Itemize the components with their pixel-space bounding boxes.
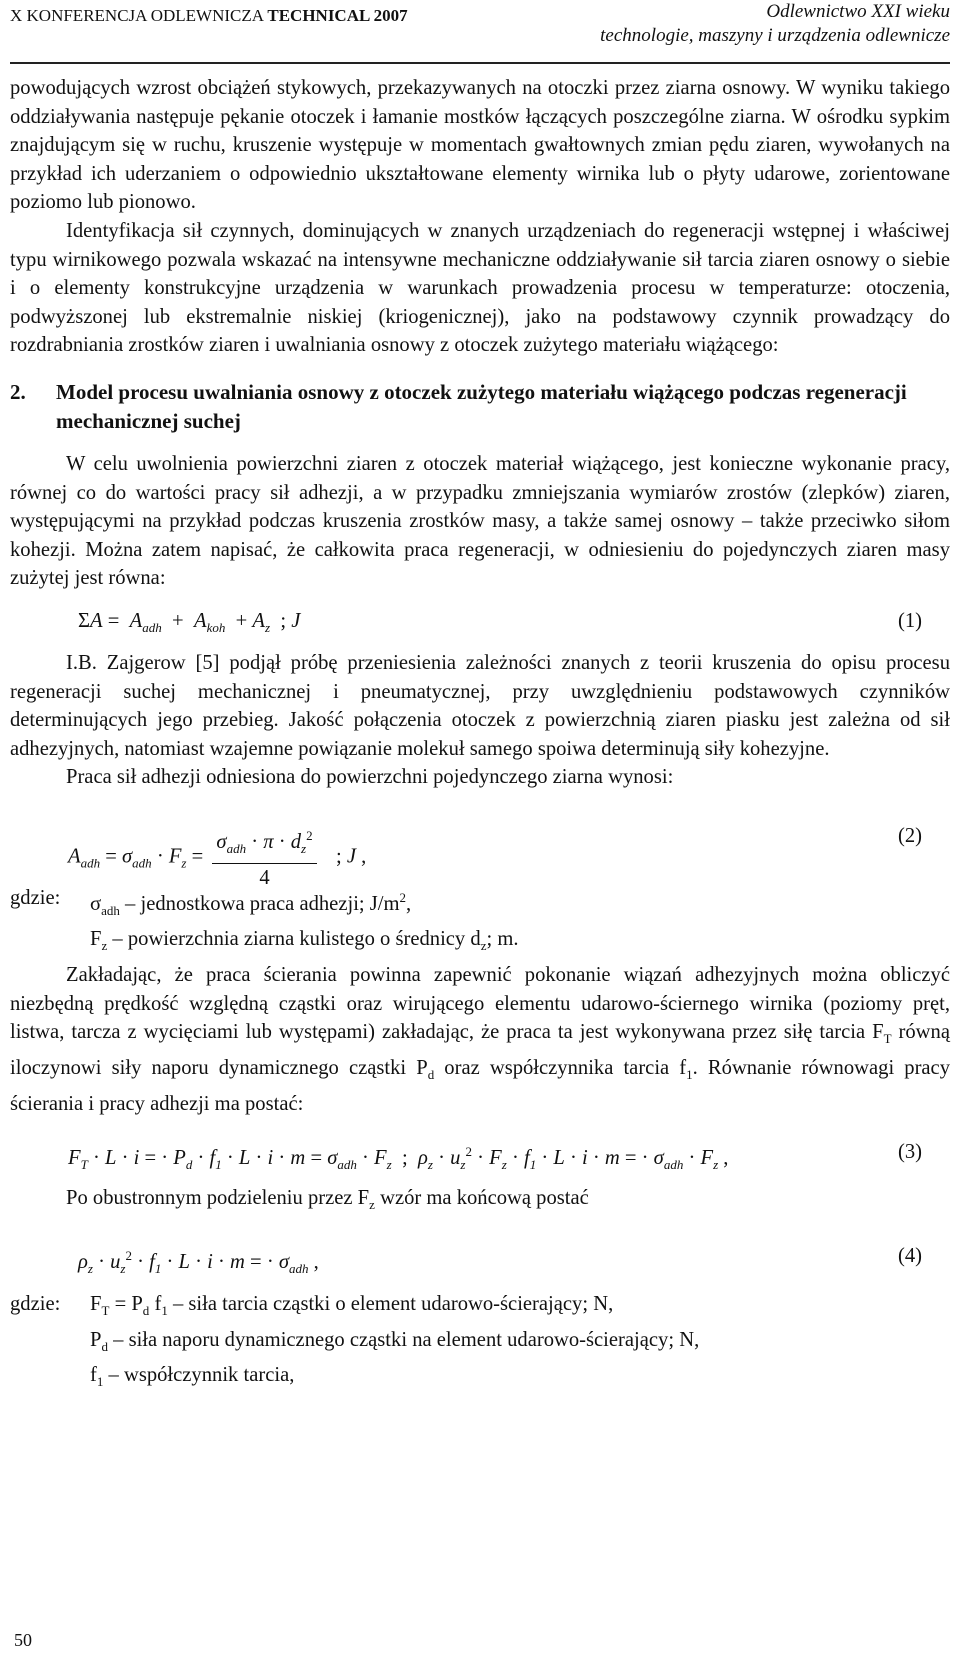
paragraph-6: Zakładając, że praca ścierania powinna zapewnić pokonanie wiązań adhezyjnych można obliczyć niezbędną prędkość względną cząstki oraz wirującego elementu udarowo-ściernego wirnika (poziomy pręt, listwa, tarcza z wycięciami lub występami) zakładając, że praca ta jest wykonywana przez siłę tarcia $F_T$ równą iloczynowi siły naporu dynamicznego cząstki $P_d$ oraz współczynnika tarcia $f_1$. Równanie równowagi pracy ścierania i pracy adhezji ma postać: — [10, 964, 950, 1115]
equation-4: $\rho_z \cdot u_z^2 \cdot f_1 \cdot L \cdot i \cdot m$ = · $\sigma_{adh}$ , (4) — [78, 1245, 922, 1276]
page-number: 50 — [14, 1630, 32, 1650]
conference-title: X KONFERENCJA ODLEWNICZA TECHNICAL 2007 — [10, 6, 408, 25]
paragraph-7: Po obustronnym podzieleniu przez $F_z$ wzór ma końcową postać — [66, 1187, 589, 1213]
page-body — [10, 74, 950, 1397]
definitions-2: gdzie: $F_T = P_d$ $f_1$ – siła tarcia cząstki o element udarowo-ścierający; N, $P_d$ – siła naporu dynamicznego cząstki na element udarowo-ścierający; N, $f_1$ – współczynnik tarcia, — [10, 1293, 700, 1390]
paragraph-3: W celu uwolnienia powierzchni ziaren z otoczek materiał wiążącego, jest konieczne wykonanie pracy, równej co do wartości pracy sił adhezji, a w przypadku zmniejszania wymiarów zrostów (zlepków) ziaren, występującymi na przykład podczas kruszenia zrostków masy, a także samej osnowy – także przeciwko siłom kohezji. Można zatem napisać, że całkowita praca regeneracji, w odniesieniu do pojedynczych ziaren masy zużytej jest równa: — [10, 452, 950, 590]
equation-3: $F_T \cdot L \cdot i$ = · $P_d \cdot f_1 \cdot L \cdot i \cdot m = \sigma_{adh} \cdot F_z$ ; $\rho_z \cdot u_z^2 \cdot F_z \cdot f_1 \cdot L \cdot i \cdot m$ = · $\sigma_{adh} \cdot F_z$ , (3) — [68, 1141, 922, 1173]
definitions-1: gdzie: $\sigma_{adh}$ – jednostkowa praca adhezji; $J/m^2$, $F_z$ – powierzchnia ziarna kulistego o średnicy $d_z$; m. — [10, 886, 519, 954]
journal-title: Odlewnictwo XXI wieku technologie, maszyny i urządzenia odlewnicze — [600, 1, 950, 46]
paragraph-5: Praca sił adhezji odniesiona do powierzchni pojedynczego ziarna wynosi: — [66, 766, 674, 789]
section-heading: 2. Model procesu uwalniania osnowy z otoczek zużytego materiału wiążącego podczas regeneracji mechanicznej suchej — [10, 379, 907, 433]
equation-1: $\Sigma A = A_{adh} + A_{koh} + A_z$ ; J (1) — [78, 609, 922, 636]
page-header — [0, 0, 960, 66]
paragraph-2: Identyfikacja sił czynnych, dominujących w znanych urządzeniach do regeneracji wstępnej i właściwej typu wirnikowego pozwala wskazać na intensywne mechaniczne oddziaływanie sił tarcia ziaren osnowy o siebie i o elementy konstrukcyjne urządzenia w warunkach prowadzenia procesu w temperaturze: otoczenia, podwyższonej lub ekstremalnie niskiej (kriogenicznej), jako na podstawowy czynnik prowadzący do rozdrabniania zrostków ziaren i uwalniania osnowy z otoczek zużytego materiału wiążącego: — [10, 219, 950, 357]
paragraph-4: I.B. Zajgerow [5] podjął próbę przeniesienia zależności znanych z teorii kruszenia do opisu procesu regeneracji suchej mechanicznej i pneumatycznej, przy uwzględnieniu podstawowych czynników determinujących jego przebieg. Jakość połączenia otoczek z powierzchnią ziaren piasku jest zależna od sił adhezyjnych, natomiast wzajemne powiązanie molekuł samego spoiwa determinują siły kohezyjne. — [10, 651, 950, 760]
equation-2: $A_{adh} = \sigma_{adh} \cdot F_z$ = $\frac{\sigma_{adh} \cdot \pi \cdot d_z^2}{4}$ ; J , (2) — [10, 798, 950, 878]
header-rule — [10, 62, 950, 64]
paragraph-1: powodujących wzrost obciążeń stykowych, przekazywanych na otoczki przez ziarna osnowy. W wyniku takiego oddziaływania następuje pękanie otoczek i łamanie mostków łączących poszczególne ziarna. W ośrodku sypkim znajdującym się w ruchu, kruszenie występuje w momentach gwałtownych zmian pędu ziaren, wywołanych na przykład ich uderzaniem o odpowiednio ukształtowane elementy wirnika lub o płyty udarowe, zorientowane poziomo lub pionowo. — [10, 77, 950, 214]
